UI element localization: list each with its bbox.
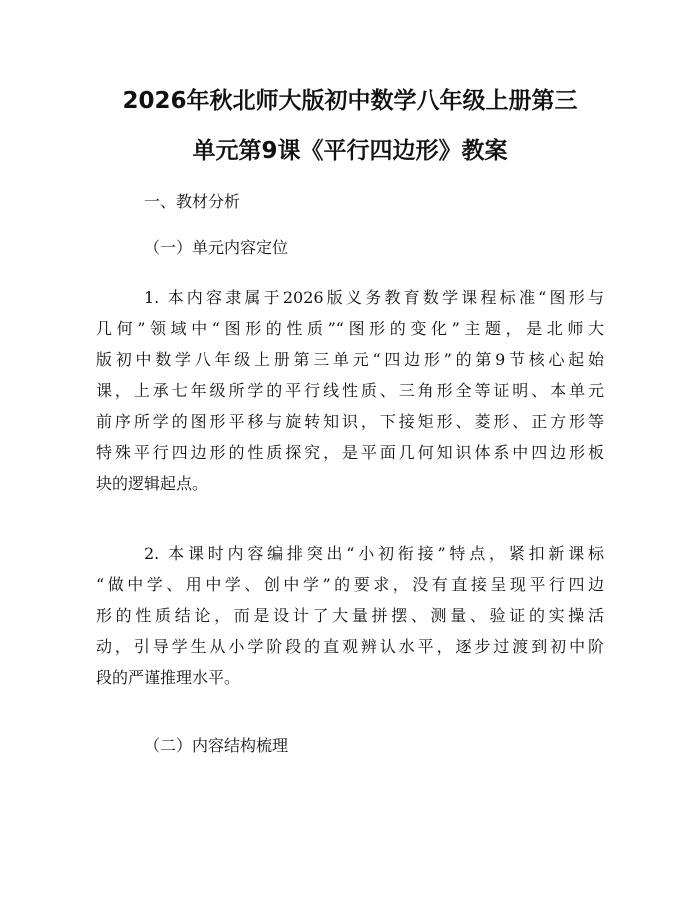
paragraph-1-line: 块的逻辑起点。 — [96, 474, 209, 493]
section-heading-teaching-material-analysis: 一、教材分析 — [144, 192, 241, 211]
paragraph-1-line: 几何”领域中“图形的性质”“图形的变化”主题，是北师大 — [96, 319, 604, 338]
subsection-heading-unit-positioning: （一）单元内容定位 — [144, 238, 289, 257]
paragraph-2-line: 2. 本课时内容编排突出“小初衔接”特点，紧扣新课标 — [144, 544, 604, 563]
paragraph-2-line: 形的性质结论，而是设计了大量拼摆、测量、验证的实操活 — [96, 606, 604, 625]
paragraph-2 — [96, 538, 604, 693]
paragraph-1-line: 1. 本内容隶属于2026版义务教育数学课程标准“图形与 — [144, 288, 604, 307]
paragraph-1 — [96, 282, 604, 499]
paragraph-1-line: 特殊平行四边形的性质探究，是平面几何知识体系中四边形板 — [96, 443, 604, 462]
paragraph-1-line: 版初中数学八年级上册第三单元“四边形”的第9节核心起始 — [96, 350, 604, 369]
paragraph-1-line: 前序所学的图形平移与旋转知识，下接矩形、菱形、正方形等 — [96, 412, 604, 431]
document-title-line-1: 2026年秋北师大版初中数学八年级上册第三 — [122, 88, 578, 114]
paragraph-1-line: 课，上承七年级所学的平行线性质、三角形全等证明、本单元 — [96, 381, 604, 400]
paragraph-2-line: “做中学、用中学、创中学”的要求，没有直接呈现平行四边 — [96, 575, 604, 594]
document-title-line-2: 单元第9课《平行四边形》教案 — [192, 138, 508, 164]
paragraph-2-line: 动，引导学生从小学阶段的直观辨认水平，逐步过渡到初中阶 — [96, 637, 604, 656]
paragraph-2-line: 段的严谨推理水平。 — [96, 668, 241, 687]
subsection-heading-content-structure: （二）内容结构梳理 — [144, 736, 289, 755]
